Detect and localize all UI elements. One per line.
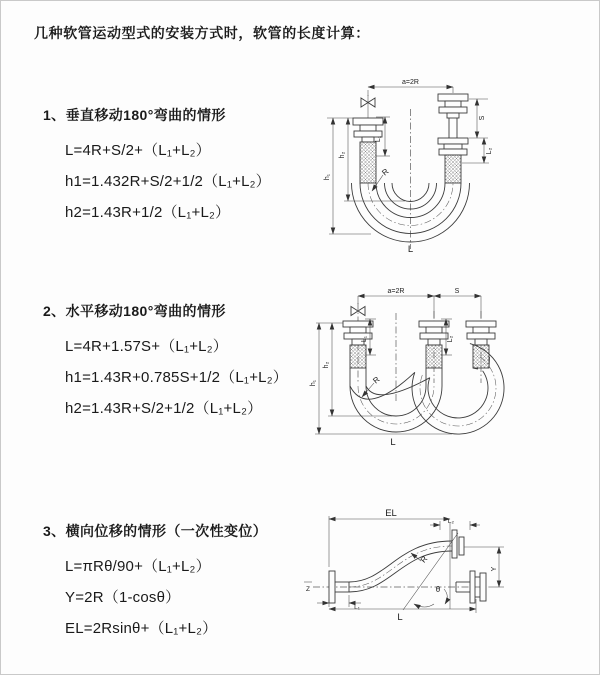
axis-centerlines bbox=[358, 303, 481, 403]
dim-label-a2r: a=2R bbox=[387, 288, 405, 295]
dim-label-l2: L₂ bbox=[447, 335, 454, 343]
section-lateral-displacement bbox=[43, 521, 313, 648]
dim-label-a2r: a=2R bbox=[402, 79, 419, 86]
datum-label: Z bbox=[306, 586, 310, 593]
formula-line: Y=2R（1-cosθ） bbox=[65, 589, 181, 606]
dim-label-y: Y bbox=[491, 566, 498, 572]
dim-label-length: L bbox=[397, 612, 403, 623]
dim-label-h2: h₂ bbox=[339, 151, 346, 159]
formula-line: L=4R+S/2+（L₁+L₂） bbox=[65, 142, 211, 159]
section-heading: 3、横向位移的情形（一次性变位） bbox=[43, 523, 268, 539]
datum-mark bbox=[304, 582, 312, 593]
dim-label-h1: h₁ bbox=[324, 173, 331, 181]
radius-label: R bbox=[380, 166, 391, 178]
dim-label-l2: L₂ bbox=[486, 147, 493, 155]
radius-label: R bbox=[371, 374, 382, 386]
formula-line: h1=1.432R+S/2+1/2（L₁+L₂） bbox=[65, 173, 271, 190]
formula-line: L=4R+1.57S+（L₁+L₂） bbox=[65, 338, 228, 355]
dim-label-s: S bbox=[479, 115, 486, 121]
dim-a-2r bbox=[368, 79, 453, 96]
dim-label-el: EL bbox=[385, 508, 397, 519]
middle-flange bbox=[419, 321, 449, 386]
right-braided-hose bbox=[445, 155, 461, 183]
dim-a-2r bbox=[358, 288, 481, 319]
dim-label-s: S bbox=[454, 288, 460, 295]
left-braided-hose bbox=[360, 142, 376, 183]
dim-label-h2: h₂ bbox=[323, 361, 330, 369]
right-pipe bbox=[449, 118, 457, 138]
formula-line: EL=2Rsinθ+（L₁+L₂） bbox=[65, 620, 218, 637]
dim-label-h1: h₁ bbox=[310, 379, 317, 387]
page-title: 几种软管运动型式的安装方式时，软管的长度计算： bbox=[34, 25, 370, 41]
radius-callout bbox=[362, 375, 382, 397]
dim-el bbox=[329, 508, 450, 567]
right-flange bbox=[466, 321, 496, 368]
section-horizontal-move bbox=[43, 301, 313, 428]
dim-s bbox=[469, 99, 488, 138]
section-vertical-move bbox=[43, 105, 313, 232]
diagram-lateral-displacement bbox=[299, 497, 599, 662]
right-flange-lower bbox=[438, 138, 468, 155]
dim-label-l2: L₂ bbox=[447, 518, 455, 525]
dim-l2 bbox=[430, 518, 480, 530]
dim-label-length: L bbox=[390, 437, 396, 448]
formula-line: h2=1.43R+1/2（L₁+L₂） bbox=[65, 204, 231, 221]
dim-label-l1: L₁ bbox=[354, 604, 360, 611]
formula-line: L=πRθ/90+（L₁+L₂） bbox=[65, 558, 211, 575]
radius-label: R bbox=[418, 554, 430, 565]
right-flange-upper bbox=[438, 94, 468, 118]
section-heading: 1、垂直移动180°弯曲的情形 bbox=[43, 107, 226, 123]
dim-label-length: L bbox=[407, 244, 414, 255]
dim-label-l1: L₁ bbox=[361, 335, 368, 343]
diagram-horizontal-move-180 bbox=[306, 283, 600, 463]
angle-label: θ bbox=[435, 585, 441, 594]
dim-l1 bbox=[317, 595, 361, 611]
section-heading: 2、水平移动180°弯曲的情形 bbox=[43, 303, 226, 319]
formula-line: h2=1.43R+S/2+1/2（L₁+L₂） bbox=[65, 400, 263, 417]
geometry-construction bbox=[403, 523, 458, 610]
diagram-vertical-move-180 bbox=[313, 71, 598, 266]
dim-length bbox=[329, 599, 476, 623]
lower-right-pipe bbox=[456, 571, 486, 603]
dim-label-l1: L₁ bbox=[375, 135, 382, 143]
upper-right-flange bbox=[452, 530, 464, 558]
formula-line: h1=1.43R+0.785S+1/2（L₁+L₂） bbox=[65, 369, 288, 386]
